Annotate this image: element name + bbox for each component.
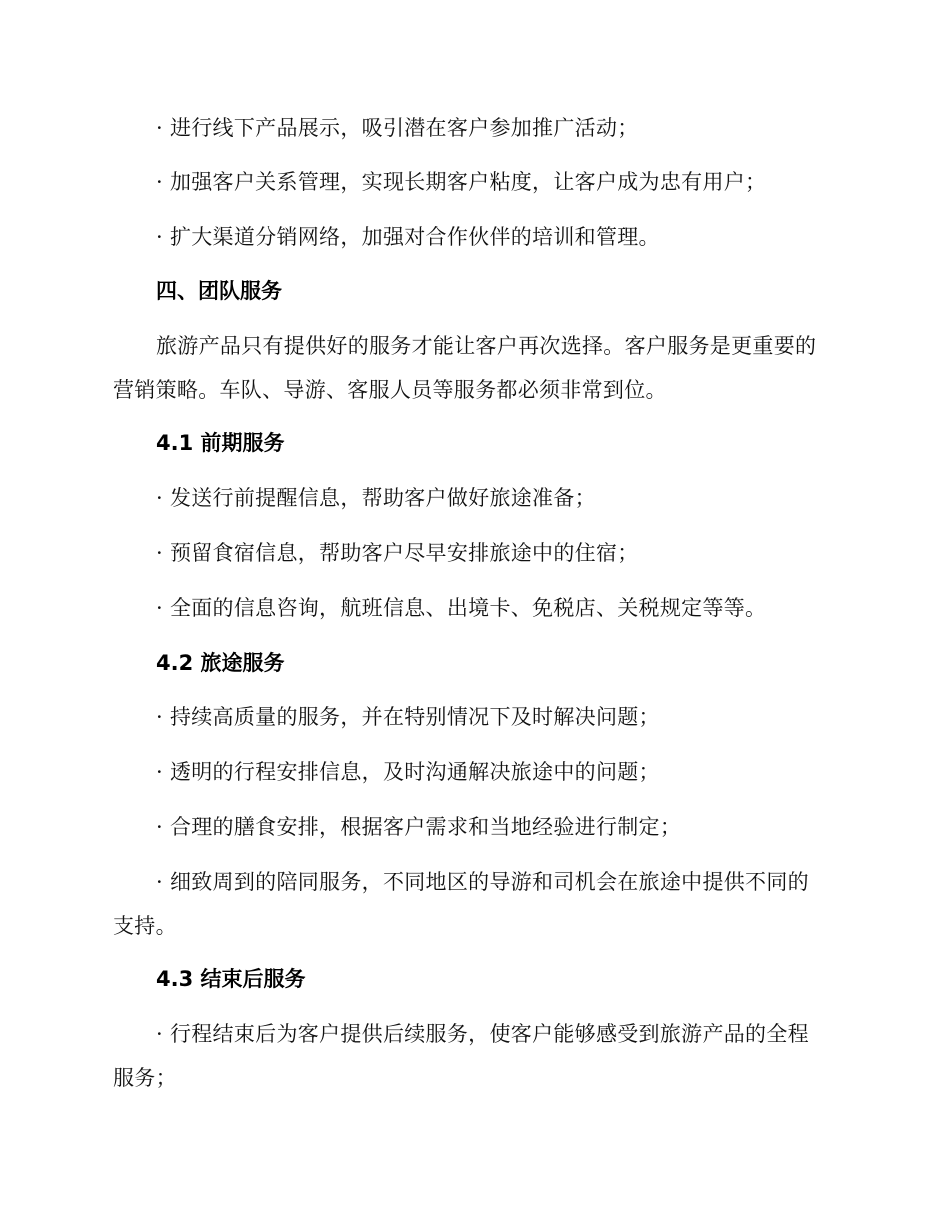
section-heading-team-service (0, 273, 950, 309)
bullet-text: · 发送行前提醒信息，帮助客户做好旅途准备； (156, 486, 596, 510)
bullet-text: · 透明的行程安排信息，及时沟通解决旅途中的问题； (156, 760, 660, 784)
bullet-line-1: · 细致周到的陪同服务，不同地区的导游和司机会在旅途中提供不同的 (156, 870, 809, 894)
list-item (0, 480, 950, 516)
subsection-heading-4-3 (0, 961, 950, 997)
paragraph-line-1: 旅游产品只有提供好的服务才能让客户再次选择。客户服务是更重要的 (156, 334, 817, 358)
bullet-text: · 预留食宿信息，帮助客户尽早安排旅途中的住宿； (156, 541, 639, 565)
list-item (0, 535, 950, 571)
bullet-item-offline-display (0, 110, 950, 146)
bullet-item-channel (0, 219, 950, 255)
bullet-text: · 进行线下产品展示，吸引潜在客户参加推广活动； (156, 116, 639, 140)
subsection-heading-4-2 (0, 645, 950, 681)
heading-text: 四、团队服务 (156, 279, 282, 303)
bullet-item-crm (0, 164, 950, 200)
bullet-line-2: 服务； (113, 1066, 177, 1090)
bullet-text: · 扩大渠道分销网络，加强对合作伙伴的培训和管理。 (156, 225, 660, 249)
bullet-text: · 合理的膳食安排，根据客户需求和当地经验进行制定； (156, 815, 682, 839)
heading-text: 4.1 前期服务 (156, 431, 285, 455)
heading-text: 4.2 旅途服务 (156, 651, 285, 675)
list-item (0, 590, 950, 626)
list-item (0, 754, 950, 790)
bullet-line-1: · 行程结束后为客户提供后续服务，使客户能够感受到旅游产品的全程 (156, 1022, 809, 1046)
subsection-heading-4-1 (0, 425, 950, 461)
heading-text: 4.3 结束后服务 (156, 967, 306, 991)
paragraph-line-2: 营销策略。车队、导游、客服人员等服务都必须非常到位。 (113, 378, 667, 402)
list-item (0, 699, 950, 735)
section-intro-paragraph (0, 328, 950, 408)
list-item-multiline (0, 1016, 950, 1096)
bullet-line-2: 支持。 (113, 914, 177, 938)
bullet-text: · 全面的信息咨询，航班信息、出境卡、免税店、关税规定等等。 (156, 596, 767, 620)
bullet-text: · 加强客户关系管理，实现长期客户粘度，让客户成为忠有用户； (156, 170, 767, 194)
list-item-multiline (0, 864, 950, 944)
list-item (0, 809, 950, 845)
bullet-text: · 持续高质量的服务，并在特别情况下及时解决问题； (156, 705, 660, 729)
